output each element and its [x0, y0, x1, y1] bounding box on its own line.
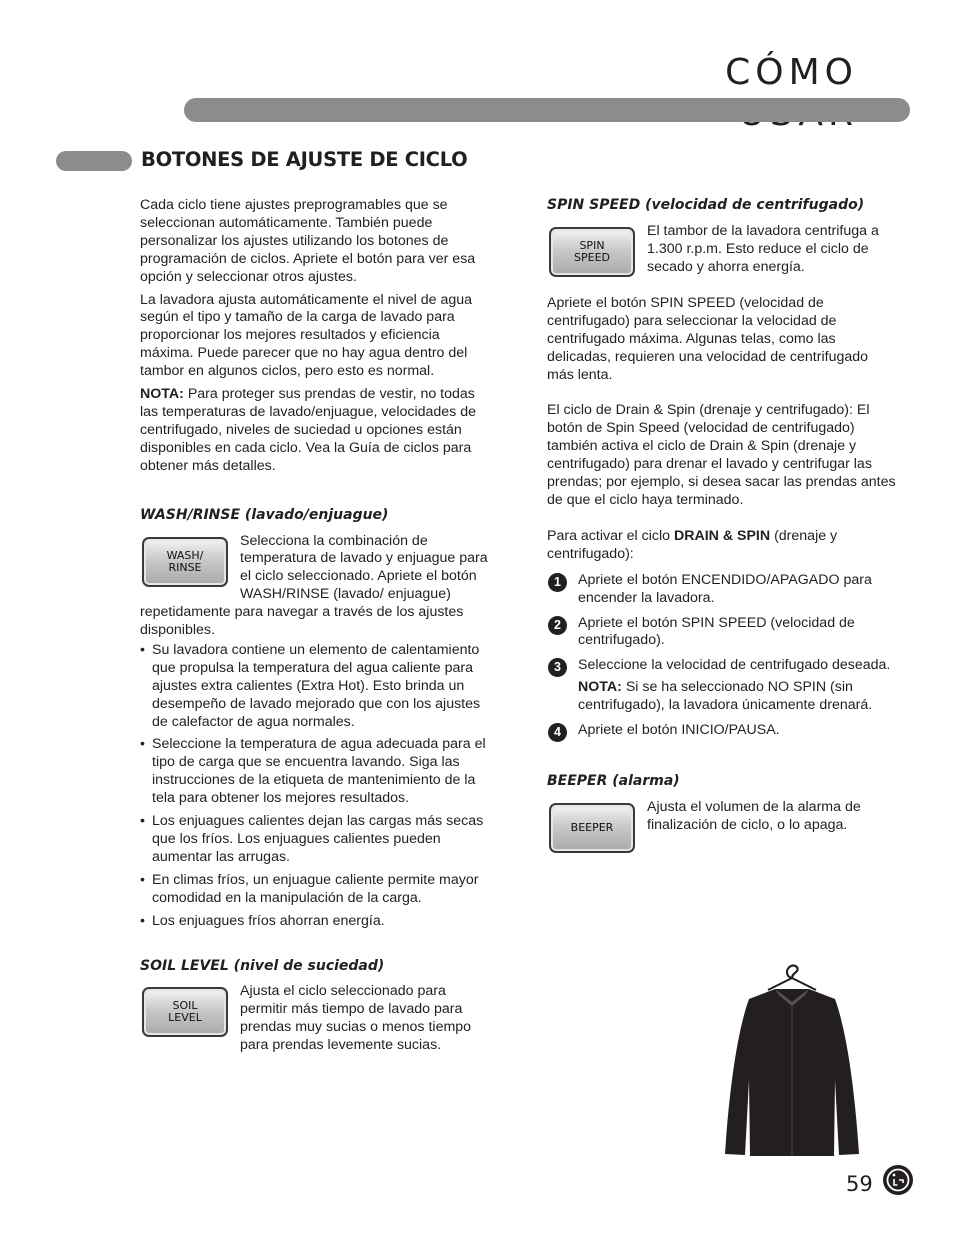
spin-speed-button-label-1: SPIN — [579, 238, 605, 252]
spin-speed-button-label-2: SPEED — [574, 250, 610, 264]
intro-note — [140, 386, 490, 476]
step-item — [547, 572, 897, 608]
soil-level-button-label-1: SOIL — [172, 999, 198, 1013]
bullet-item: • En climas fríos, un enjuague caliente permite mayor comodidad en la manipulación de la carga. — [140, 872, 490, 908]
shirt-on-hanger-illustration — [723, 962, 861, 1158]
section-title: BOTONES DE AJUSTE DE CICLO — [141, 148, 468, 171]
step-text: Apriete el botón ENCENDIDO/APAGADO para encender la lavadora. — [578, 571, 872, 606]
chapter-title: CÓMO — [725, 52, 858, 93]
step-item — [547, 615, 897, 651]
step-note-label: NOTA: — [578, 679, 622, 696]
step-note-text: Si se ha seleccionado NO SPIN (sin centrifugado), la lavadora únicamente drenará. — [578, 679, 873, 714]
wash-rinse-button-label-2: RINSE — [168, 560, 202, 574]
activate-suffix: (drenaje y centrifugado): — [547, 527, 838, 562]
bullet-item: • Los enjuagues calientes dejan las cargas más secas que los fríos. Los enjuagues calientes pueden aumentar las arrugas. — [140, 813, 490, 867]
spin-speed-text: El tambor de la lavadora centrifuga a 1.300 r.p.m. Esto reduce el ciclo de secado y ahorra energía. — [647, 222, 879, 275]
step-text: Apriete el botón INICIO/PAUSA. — [578, 722, 780, 739]
soil-level-button-image — [142, 987, 228, 1037]
step-number: 4 — [548, 723, 567, 742]
step-item — [547, 657, 897, 715]
spin-speed-button-image — [549, 227, 635, 277]
wash-rinse-button-label-1: WASH/ — [166, 548, 204, 562]
right-column — [547, 197, 897, 859]
left-column — [140, 197, 490, 1055]
wash-rinse-heading: WASH/RINSE (lavado/enjuague) — [140, 506, 389, 523]
bullet-item: • Seleccione la temperatura de agua adecuada para el tipo de carga que se encuentra lavando. Siga las instrucciones de la etiqueta de mantenimiento de la tela para obtener los mejores resultados. — [140, 736, 490, 808]
intro-paragraph-2: La lavadora ajusta automáticamente el nivel de agua según el tipo y tamaño de la carga de lavado para proporcionar los mejores resultados y eficiencia máxima. Puede parecer que no hay agua dentro del tambor en algunos ciclos, pero esto es normal. — [140, 291, 473, 380]
step-number: 2 — [548, 616, 567, 635]
step-item — [547, 722, 897, 740]
beeper-text: Ajusta el volumen de la alarma de finalización de ciclo, o lo apaga. — [647, 798, 861, 833]
page-number: 59 — [846, 1172, 873, 1196]
wash-rinse-button-image — [142, 537, 228, 587]
lg-logo-icon — [882, 1164, 914, 1196]
soil-level-button-label-2: LEVEL — [168, 1011, 202, 1025]
note-text: Para proteger sus prendas de vestir, no todas las temperaturas de lavado/enjuague, velocidades de centrifugado, niveles de suciedad u opciones están disponibles en cada ciclo. Vea la Guía de ciclos para obtener más detalles. — [140, 386, 476, 474]
section-marker — [56, 151, 132, 171]
wash-rinse-text: Selecciona la combinación de temperatura de lavado y enjuague para el ciclo seleccionado. Apriete el botón WASH/RINSE (lavado/ enjuague) repetidamente para navegar a través de los ajustes disponibles. — [140, 532, 488, 639]
drain-spin-steps — [547, 572, 897, 740]
step-text: Apriete el botón SPIN SPEED (velocidad de centrifugado). — [578, 614, 855, 649]
step-number: 3 — [548, 658, 567, 677]
drain-spin-activate — [547, 528, 897, 564]
bullet-item: • Los enjuagues fríos ahorran energía. — [140, 913, 490, 931]
header-bar — [184, 98, 910, 122]
soil-level-section — [140, 983, 490, 1055]
spin-speed-section — [547, 223, 897, 283]
wash-rinse-bullet-list — [140, 642, 490, 931]
beeper-heading: BEEPER (alarma) — [547, 772, 680, 789]
intro-paragraph-1: Cada ciclo tiene ajustes preprogramables que se seleccionan automáticamente. También puede personalizar los ajustes utilizando los botones de programación de ciclos. Apriete el botón para ver esa opción y seleccionar otros ajustes. — [140, 197, 476, 285]
note-label: NOTA: — [140, 386, 184, 403]
soil-level-heading: SOIL LEVEL (nivel de suciedad) — [140, 957, 385, 974]
step-note — [578, 679, 897, 715]
beeper-button-image — [549, 803, 635, 853]
spin-speed-heading: SPIN SPEED (velocidad de centrifugado) — [547, 197, 865, 213]
activate-prefix: Para activar el ciclo — [547, 527, 674, 544]
soil-level-text: Ajusta el ciclo seleccionado para permitir más tiempo de lavado para prendas muy sucias o menos tiempo para prendas levemente sucias. — [240, 983, 472, 1054]
drain-spin-paragraph: El ciclo de Drain & Spin (drenaje y centrifugado): El botón de Spin Speed (velocidad de centrifugado) también activa el ciclo de Drain & Spin (drenaje y centrifugado) para drenar el lavado y centrifugar las prendas; por ejemplo, si desea sacar las prendas antes de que el ciclo haya terminado. — [547, 402, 896, 508]
wash-rinse-section — [140, 533, 490, 640]
bullet-item: • Su lavadora contiene un elemento de calentamiento que propulsa la temperatura del agua caliente para ajustes extra calientes (Extra Hot). Esto brinda un desempeño de lavado mejorado que con los ajustes de calefactor de agua normales. — [140, 642, 490, 732]
beeper-section — [547, 799, 897, 859]
beeper-button-label: BEEPER — [570, 820, 614, 834]
spin-speed-paragraph-1: Apriete el botón SPIN SPEED (velocidad de centrifugado) para seleccionar la velocidad de centrifugado máxima. Algunas telas, como las delicadas, requieren una velocidad de centrifugado más lenta. — [547, 294, 869, 383]
step-text: Seleccione la velocidad de centrifugado deseada. — [578, 657, 891, 674]
step-number: 1 — [548, 573, 567, 592]
activate-bold: DRAIN & SPIN — [673, 527, 771, 544]
